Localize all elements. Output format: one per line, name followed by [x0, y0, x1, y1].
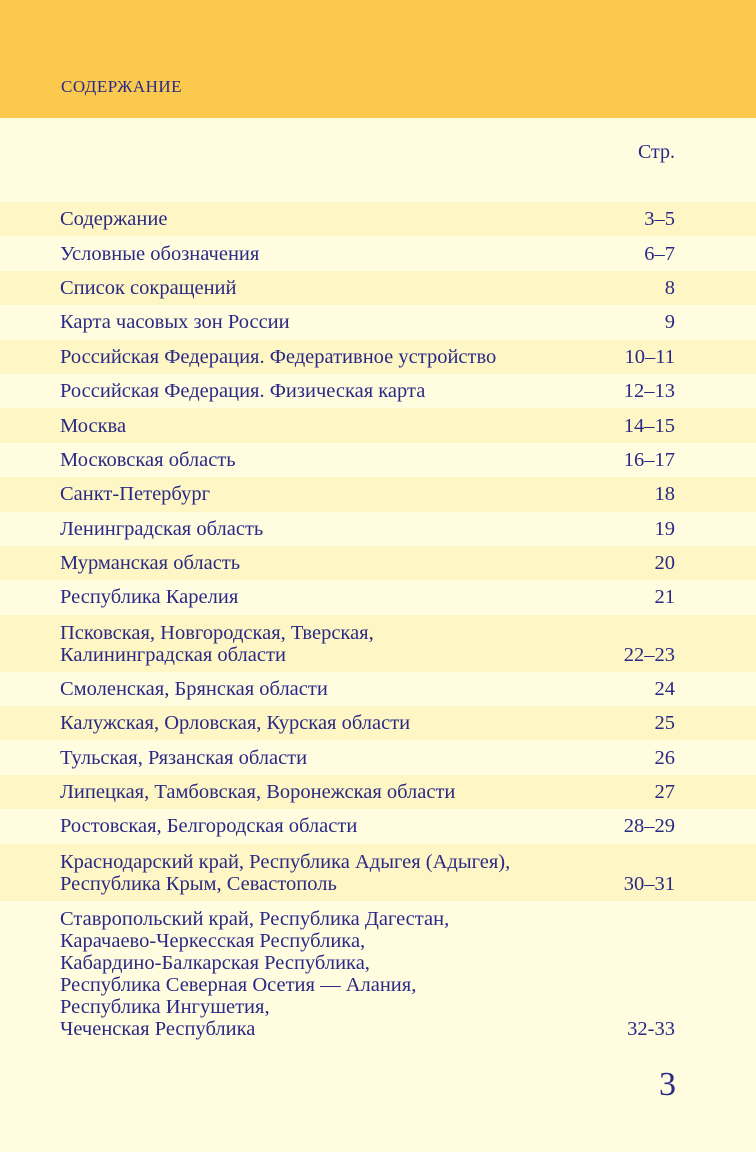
toc-entry-title: Карта часовых зон России	[60, 311, 290, 334]
toc-entry[interactable]	[0, 615, 756, 672]
toc-entry-title: Москва	[60, 414, 127, 437]
toc-entry-title: Тульская, Рязанская области	[60, 746, 308, 769]
toc-entry-page: 8	[664, 276, 675, 299]
toc-entry[interactable]	[0, 305, 756, 339]
toc-entry-page: 27	[654, 781, 675, 804]
toc-entry-page: 19	[654, 517, 675, 540]
toc-entry[interactable]	[0, 477, 756, 511]
toc-entry[interactable]	[0, 706, 756, 740]
toc-entry-title: Псковская, Новгородская, Тверская, Калининградская области	[60, 621, 374, 666]
toc-entry-page: 24	[654, 677, 675, 700]
toc-entry-page: 10–11	[624, 345, 675, 368]
toc-entry[interactable]	[0, 901, 756, 1046]
toc-entry[interactable]	[0, 512, 756, 546]
toc-entry[interactable]	[0, 775, 756, 809]
toc-entry[interactable]	[0, 408, 756, 442]
toc-entry[interactable]	[0, 374, 756, 408]
toc-entry-title: Мурманская область	[60, 552, 241, 575]
table-of-contents	[0, 202, 756, 1046]
page-number: 3	[659, 1066, 676, 1103]
toc-entry-title: Ростовская, Белгородская области	[60, 815, 358, 838]
toc-entry-page: 28–29	[623, 815, 675, 838]
toc-entry-page: 22–23	[623, 643, 675, 666]
toc-entry-title: Калужская, Орловская, Курская области	[60, 712, 411, 735]
toc-entry[interactable]	[0, 740, 756, 774]
toc-entry-page: 9	[664, 311, 675, 334]
section-header	[0, 0, 756, 118]
toc-entry-page: 16–17	[623, 448, 675, 471]
toc-entry-title: Республика Карелия	[60, 586, 239, 609]
toc-entry-page: 32-33	[627, 1017, 675, 1040]
toc-entry-title: Список сокращений	[60, 276, 237, 299]
toc-entry-title: Санкт-Петербург	[60, 483, 210, 506]
toc-entry-title: Смоленская, Брянская области	[60, 677, 328, 700]
toc-entry-page: 20	[654, 552, 675, 575]
toc-entry-title: Ставропольский край, Республика Дагестан, Карачаево-Черкесская Республика, Кабардино-Балкарская Республика, Республика Северная Осетия — Алания, Республика Ингушетия, Чеченская Республика	[60, 907, 450, 1040]
toc-entry-title: Условные обозначения	[60, 242, 260, 265]
section-title: СОДЕРЖАНИЕ	[61, 77, 183, 96]
toc-entry-page: 14–15	[623, 414, 675, 437]
toc-entry-page: 3–5	[644, 208, 675, 231]
toc-entry-title: Московская область	[60, 448, 236, 471]
toc-entry[interactable]	[0, 271, 756, 305]
toc-entry-title: Содержание	[60, 208, 168, 231]
toc-entry[interactable]	[0, 443, 756, 477]
toc-entry-title: Ленинградская область	[60, 517, 264, 540]
toc-entry[interactable]	[0, 202, 756, 236]
toc-entry[interactable]	[0, 340, 756, 374]
toc-entry-page: 18	[654, 483, 675, 506]
toc-entry-page: 25	[654, 712, 675, 735]
toc-entry-page: 30–31	[623, 872, 675, 895]
toc-entry[interactable]	[0, 580, 756, 614]
toc-entry[interactable]	[0, 546, 756, 580]
toc-entry-title: Российская Федерация. Федеративное устройство	[60, 345, 497, 368]
toc-entry-title: Краснодарский край, Республика Адыгея (Адыгея), Республика Крым, Севастополь	[60, 850, 511, 895]
toc-entry[interactable]	[0, 809, 756, 843]
toc-entry[interactable]	[0, 672, 756, 706]
toc-entry-page: 6–7	[644, 242, 675, 265]
toc-entry-page: 26	[654, 746, 675, 769]
toc-entry[interactable]	[0, 844, 756, 901]
toc-entry-page: 12–13	[623, 380, 675, 403]
toc-entry-title: Российская Федерация. Физическая карта	[60, 380, 426, 403]
toc-entry-page: 21	[654, 586, 675, 609]
page-column-header: Стр.	[637, 141, 675, 163]
toc-entry-title: Липецкая, Тамбовская, Воронежская области	[60, 781, 456, 804]
toc-entry[interactable]	[0, 236, 756, 270]
